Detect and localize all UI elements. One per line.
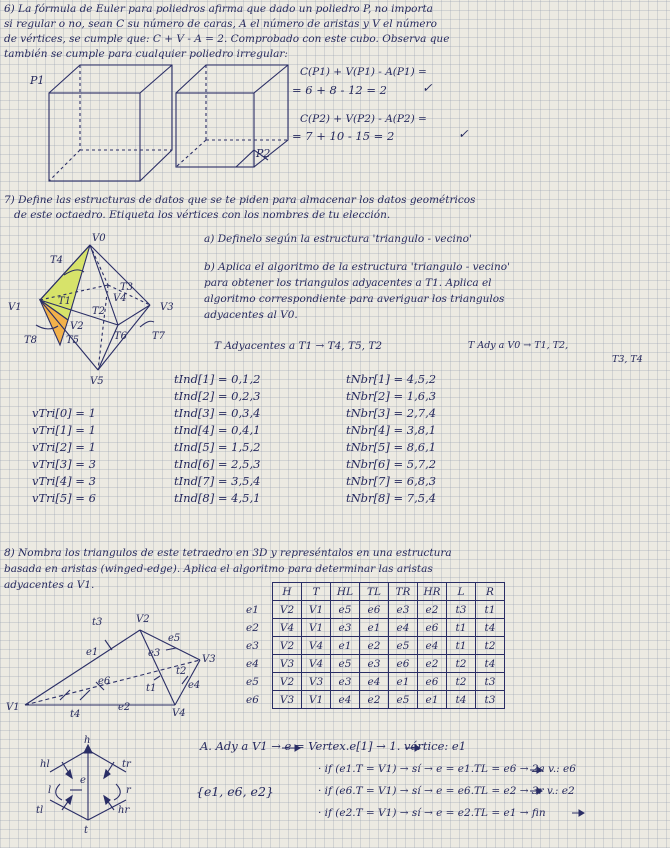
q7-t-adjacent: T Adyacentes a T1 → T4, T5, T2	[214, 340, 383, 352]
tnbr-2: tNbr[2] = 1,6,3	[346, 389, 437, 403]
table-cell: e5	[389, 691, 418, 709]
table-cell: e1	[360, 619, 389, 637]
oct-label-t3: T3	[120, 282, 134, 293]
table-cell: e6	[360, 601, 389, 619]
table-corner	[246, 583, 273, 601]
q7-t-ady-v0: T Ady a V0 → T1, T2,	[468, 340, 569, 351]
euler-eq2-line2: = 7 + 10 - 15 = 2	[292, 129, 395, 143]
winged-edge-table	[246, 582, 505, 709]
tind-8: tInd[8] = 4,5,1	[174, 491, 261, 505]
tet-label-e1: e1	[86, 647, 99, 658]
header-t: T	[302, 583, 331, 601]
table-cell: e5	[389, 637, 418, 655]
euler-eq1-line1: C(P1) + V(P1) - A(P1) =	[300, 66, 427, 78]
table-row	[246, 619, 505, 637]
table-cell: V1	[302, 601, 331, 619]
table-cell: e3	[331, 619, 360, 637]
table-cell: t1	[447, 637, 476, 655]
table-cell: e2	[360, 691, 389, 709]
q7-part-b-line4: adyacentes al V0.	[204, 309, 298, 321]
tet-label-e5: e5	[168, 633, 181, 644]
algo-line-4: · if (e2.T = V1) → sí → e = e2.TL = e1 → fin	[318, 807, 546, 819]
table-cell: V4	[273, 619, 302, 637]
tet-label-t1: t1	[146, 683, 157, 694]
header-tl: TL	[360, 583, 389, 601]
we-label-l: l	[48, 785, 52, 796]
table-cell: e6	[418, 673, 447, 691]
tind-2: tInd[2] = 0,2,3	[174, 389, 261, 403]
header-hr: HR	[418, 583, 447, 601]
table-cell: e2	[418, 655, 447, 673]
algo-line-3: · if (e6.T = V1) → sí → e = e6.TL = e2 → 3r v.: e2	[318, 785, 575, 797]
q7-part-b-line3: algoritmo correspondiente para averiguar los triangulos	[204, 293, 505, 305]
row-edge: e1	[246, 603, 259, 616]
we-label-r: r	[126, 785, 131, 796]
check-icon: ✓	[422, 80, 433, 95]
check-icon: ✓	[458, 126, 469, 141]
intro-line-4: también se cumple para cualquier poliedro irregular:	[4, 48, 288, 60]
oct-label-t7: T7	[152, 331, 166, 342]
cube-p2	[176, 65, 288, 167]
vtri-5: vTri[5] = 6	[32, 491, 96, 505]
tet-label-v2: V2	[136, 614, 150, 625]
q7-part-b-line2: para obtener los triangulos adyacentes a T1. Aplica el	[204, 277, 492, 289]
table-cell: e5	[331, 655, 360, 673]
tet-label-e6: e6	[98, 676, 111, 687]
row-edge: e3	[246, 639, 259, 652]
cube-p1	[49, 65, 172, 181]
oct-label-v0: V0	[92, 233, 106, 244]
table-cell: e5	[331, 601, 360, 619]
tet-label-v3: V3	[202, 654, 216, 665]
vtri-2: vTri[2] = 1	[32, 440, 96, 454]
table-cell: t4	[447, 691, 476, 709]
we-label-hl: hl	[40, 759, 50, 770]
tnbr-3: tNbr[3] = 2,7,4	[346, 406, 437, 420]
row-edge: e5	[246, 675, 259, 688]
table-cell: V3	[302, 673, 331, 691]
oct-label-t4: T4	[50, 255, 64, 266]
tnbr-6: tNbr[6] = 5,7,2	[346, 457, 437, 471]
q7-line-2: de este octaedro. Etiqueta los vértices con los nombres de tu elección.	[14, 209, 391, 221]
table-row	[246, 691, 505, 709]
q7-part-a: a) Definelo según la estructura 'triangulo - vecino'	[204, 233, 472, 245]
table-cell: e3	[360, 655, 389, 673]
q8-line-1: 8) Nombra los triangulos de este tetraedro en 3D y represéntalos en una estructura	[4, 547, 452, 559]
header-l: L	[447, 583, 476, 601]
q7-part-b-line1: b) Aplica el algoritmo de la estructura 'triangulo - vecino'	[204, 261, 510, 273]
we-label-tr: tr	[122, 759, 131, 770]
we-label-hr: hr	[118, 805, 130, 816]
we-label-t: t	[84, 825, 89, 836]
oct-label-t8: T8	[24, 335, 38, 346]
tind-7: tInd[7] = 3,5,4	[174, 474, 261, 488]
header-r: R	[476, 583, 505, 601]
oct-label-v4: V4	[113, 293, 127, 304]
header-hl: HL	[331, 583, 360, 601]
vtri-3: vTri[3] = 3	[32, 457, 96, 471]
vtri-1: vTri[1] = 1	[32, 423, 96, 437]
table-row	[246, 673, 505, 691]
winged-edge-diagram	[50, 745, 126, 820]
algo-line-2: · if (e1.T = V1) → sí → e = e1.TL = e6 → 2a v.: e6	[318, 763, 576, 775]
table-cell: V3	[273, 691, 302, 709]
table-cell: V3	[273, 655, 302, 673]
table-cell: e2	[360, 637, 389, 655]
cube-p1-label: P1	[30, 74, 45, 87]
table-cell: t3	[447, 601, 476, 619]
q7-t-ady-v0-cont: T3, T4	[612, 354, 643, 365]
oct-label-v2: V2	[70, 321, 84, 332]
table-cell: t2	[476, 637, 505, 655]
tind-1: tInd[1] = 0,1,2	[174, 372, 261, 386]
oct-label-t1: T1	[58, 296, 72, 307]
tnbr-5: tNbr[5] = 8,6,1	[346, 440, 437, 454]
q8-line-3: adyacentes a V1.	[4, 579, 95, 591]
oct-label-t2: T2	[92, 306, 106, 317]
header-h: H	[273, 583, 302, 601]
oct-label-t5: T5	[66, 335, 80, 346]
we-label-tl: tl	[36, 805, 44, 816]
q7-line-1: 7) Define las estructuras de datos que se te piden para almacenar los datos geométricos	[4, 194, 476, 206]
tet-label-e4: e4	[188, 680, 201, 691]
table-cell: t3	[476, 673, 505, 691]
row-edge: e6	[246, 693, 259, 706]
table-cell: t2	[447, 655, 476, 673]
table-cell: e2	[418, 601, 447, 619]
table-cell: V4	[302, 637, 331, 655]
row-edge: e4	[246, 657, 259, 670]
table-cell: t1	[476, 601, 505, 619]
oct-label-v1: V1	[8, 302, 22, 313]
vtri-4: vTri[4] = 3	[32, 474, 96, 488]
table-cell: t2	[447, 673, 476, 691]
algo-result: {e1, e6, e2}	[196, 784, 274, 799]
tnbr-1: tNbr[1] = 4,5,2	[346, 372, 437, 386]
tet-label-e2: e2	[118, 702, 131, 713]
table-cell: t4	[476, 655, 505, 673]
tind-3: tInd[3] = 0,3,4	[174, 406, 261, 420]
table-cell: e6	[389, 655, 418, 673]
tnbr-4: tNbr[4] = 3,8,1	[346, 423, 437, 437]
table-cell: V2	[273, 601, 302, 619]
algo-line-1: A. Ady a V1 → e = Vertex.e[1] → 1. vértice: e1	[200, 739, 467, 753]
table-cell: e1	[418, 691, 447, 709]
q8-line-2: basada en aristas (winged-edge). Aplica el algoritmo para determinar las aristas	[4, 563, 433, 575]
table-cell: t3	[476, 691, 505, 709]
table-cell: e4	[331, 691, 360, 709]
table-cell: e4	[360, 673, 389, 691]
table-cell: e1	[331, 637, 360, 655]
we-label-h: h	[84, 735, 91, 746]
tet-label-e3: e3	[148, 648, 161, 659]
table-header-row	[246, 583, 505, 601]
euler-eq2-line1: C(P2) + V(P2) - A(P2) =	[300, 113, 427, 125]
we-label-e: e	[80, 775, 86, 786]
table-cell: e3	[389, 601, 418, 619]
tind-4: tInd[4] = 0,4,1	[174, 423, 261, 437]
table-cell: t1	[447, 619, 476, 637]
table-row	[246, 601, 505, 619]
intro-line-2: si regular o no, sean C su número de caras, A el número de aristas y V el número	[4, 18, 437, 30]
row-edge: e2	[246, 621, 259, 634]
cube-p2-label: P2	[256, 147, 271, 160]
header-tr: TR	[389, 583, 418, 601]
table-row	[246, 637, 505, 655]
oct-label-v3: V3	[160, 302, 174, 313]
intro-line-3: de vértices, se cumple que: C + V - A = 2. Comprobado con este cubo. Observa que	[4, 33, 450, 45]
vtri-0: vTri[0] = 1	[32, 406, 96, 420]
oct-label-t6: T6	[114, 331, 128, 342]
tet-label-t2: t2	[176, 666, 187, 677]
tind-5: tInd[5] = 1,5,2	[174, 440, 261, 454]
table-cell: V1	[302, 619, 331, 637]
tet-label-t3: t3	[92, 617, 103, 628]
oct-label-v5: V5	[90, 376, 104, 387]
table-cell: V2	[273, 637, 302, 655]
tet-label-t4: t4	[70, 709, 81, 720]
algorithm-arrows	[282, 745, 584, 816]
table-cell: V4	[302, 655, 331, 673]
table-cell: V2	[273, 673, 302, 691]
table-row	[246, 655, 505, 673]
table-cell: e6	[418, 619, 447, 637]
table-cell: V1	[302, 691, 331, 709]
tnbr-7: tNbr[7] = 6,8,3	[346, 474, 437, 488]
table-cell: e1	[389, 673, 418, 691]
table-cell: e3	[331, 673, 360, 691]
table-cell: e4	[418, 637, 447, 655]
table-cell: t4	[476, 619, 505, 637]
tet-label-v1: V1	[6, 702, 20, 713]
tind-6: tInd[6] = 2,5,3	[174, 457, 261, 471]
euler-eq1-line2: = 6 + 8 - 12 = 2	[292, 83, 387, 97]
tnbr-8: tNbr[8] = 7,5,4	[346, 491, 437, 505]
intro-line-1: 6) La fórmula de Euler para poliedros afirma que dado un poliedro P, no importa	[4, 3, 433, 15]
table-cell: e4	[389, 619, 418, 637]
tet-label-v4: V4	[172, 708, 186, 719]
